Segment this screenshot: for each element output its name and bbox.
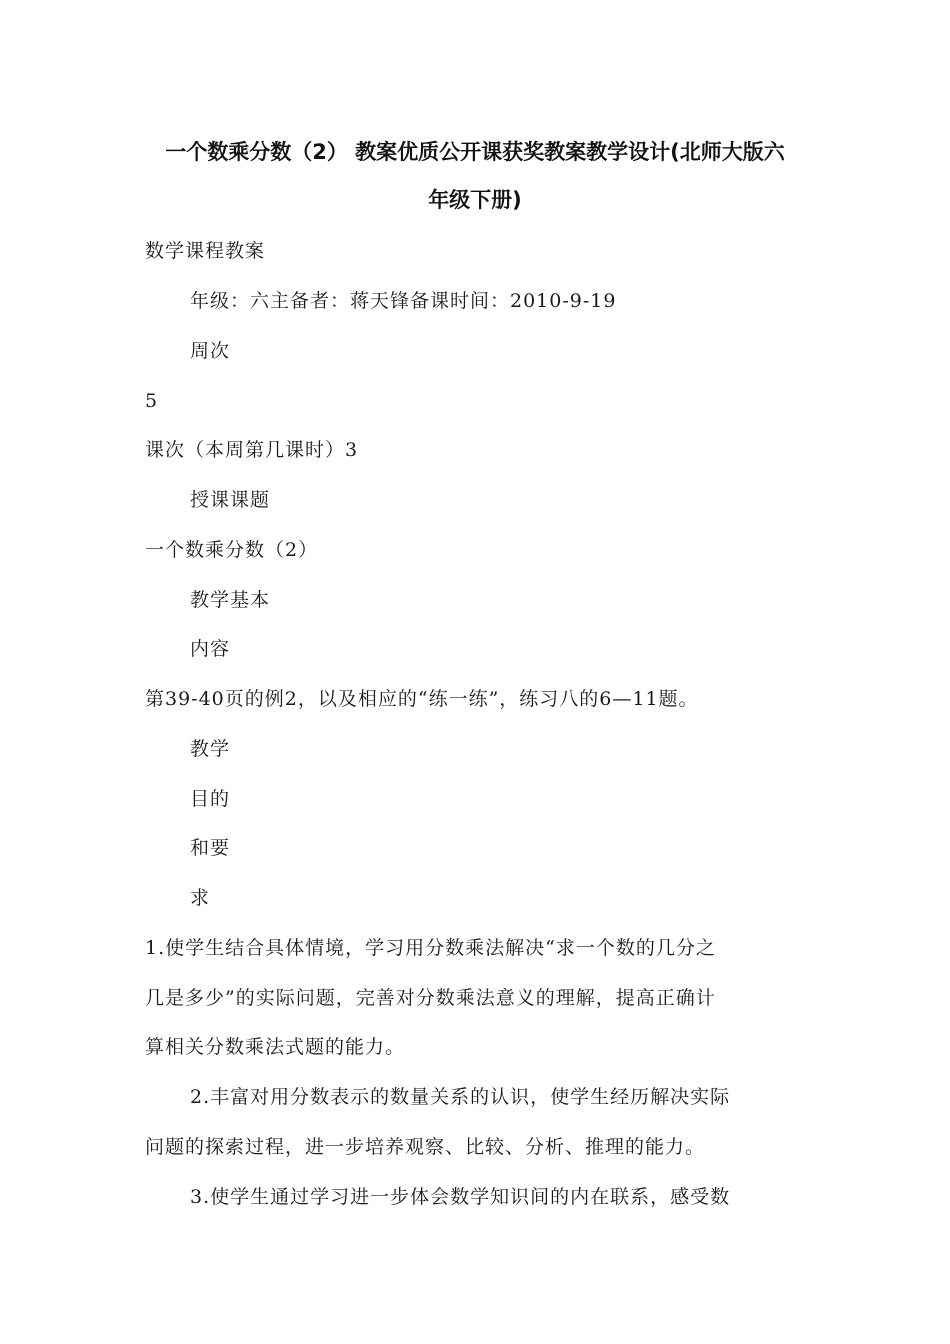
goal-1-line-3: 算相关分数乘法式题的能力。 bbox=[145, 1036, 406, 1058]
content-value: 第39-40页的例2，以及相应的“练一练”，练习八的6—11题。 bbox=[145, 688, 699, 710]
goal-1-line-1: 1.使学生结合具体情境，学习用分数乘法解决“求一个数的几分之 bbox=[145, 937, 716, 959]
document-title-line-1: 一个数乘分数（2） 教案优质公开课获奖教案教学设计(北师大版六 bbox=[165, 140, 785, 164]
grade-author-date: 年级：六主备者：蒋天锋备课时间：2010-9-19 bbox=[190, 290, 617, 312]
goals-label-4: 求 bbox=[190, 887, 211, 909]
content-label-1: 教学基本 bbox=[190, 589, 271, 611]
week-label: 周次 bbox=[190, 340, 231, 362]
topic-value: 一个数乘分数（2） bbox=[145, 539, 319, 561]
goals-label-3: 和要 bbox=[190, 837, 231, 859]
goals-label-2: 目的 bbox=[190, 788, 231, 810]
lesson-number: 课次（本周第几课时）3 bbox=[145, 439, 359, 461]
week-value: 5 bbox=[145, 390, 159, 412]
document-title-line-2: 年级下册) bbox=[428, 188, 522, 212]
goal-3-line-1: 3.使学生通过学习进一步体会数学知识间的内在联系，感受数 bbox=[190, 1186, 731, 1208]
goal-2-line-2: 问题的探索过程，进一步培养观察、比较、分析、推理的能力。 bbox=[145, 1136, 706, 1158]
goal-1-line-2: 几是多少”的实际问题，完善对分数乘法意义的理解，提高正确计 bbox=[145, 987, 716, 1009]
goals-label-1: 教学 bbox=[190, 738, 231, 760]
content-label-2: 内容 bbox=[190, 638, 231, 660]
goal-2-line-1: 2.丰富对用分数表示的数量关系的认识，使学生经历解决实际 bbox=[190, 1086, 731, 1108]
course-plan-heading: 数学课程教案 bbox=[145, 240, 266, 262]
topic-label: 授课课题 bbox=[190, 489, 271, 511]
